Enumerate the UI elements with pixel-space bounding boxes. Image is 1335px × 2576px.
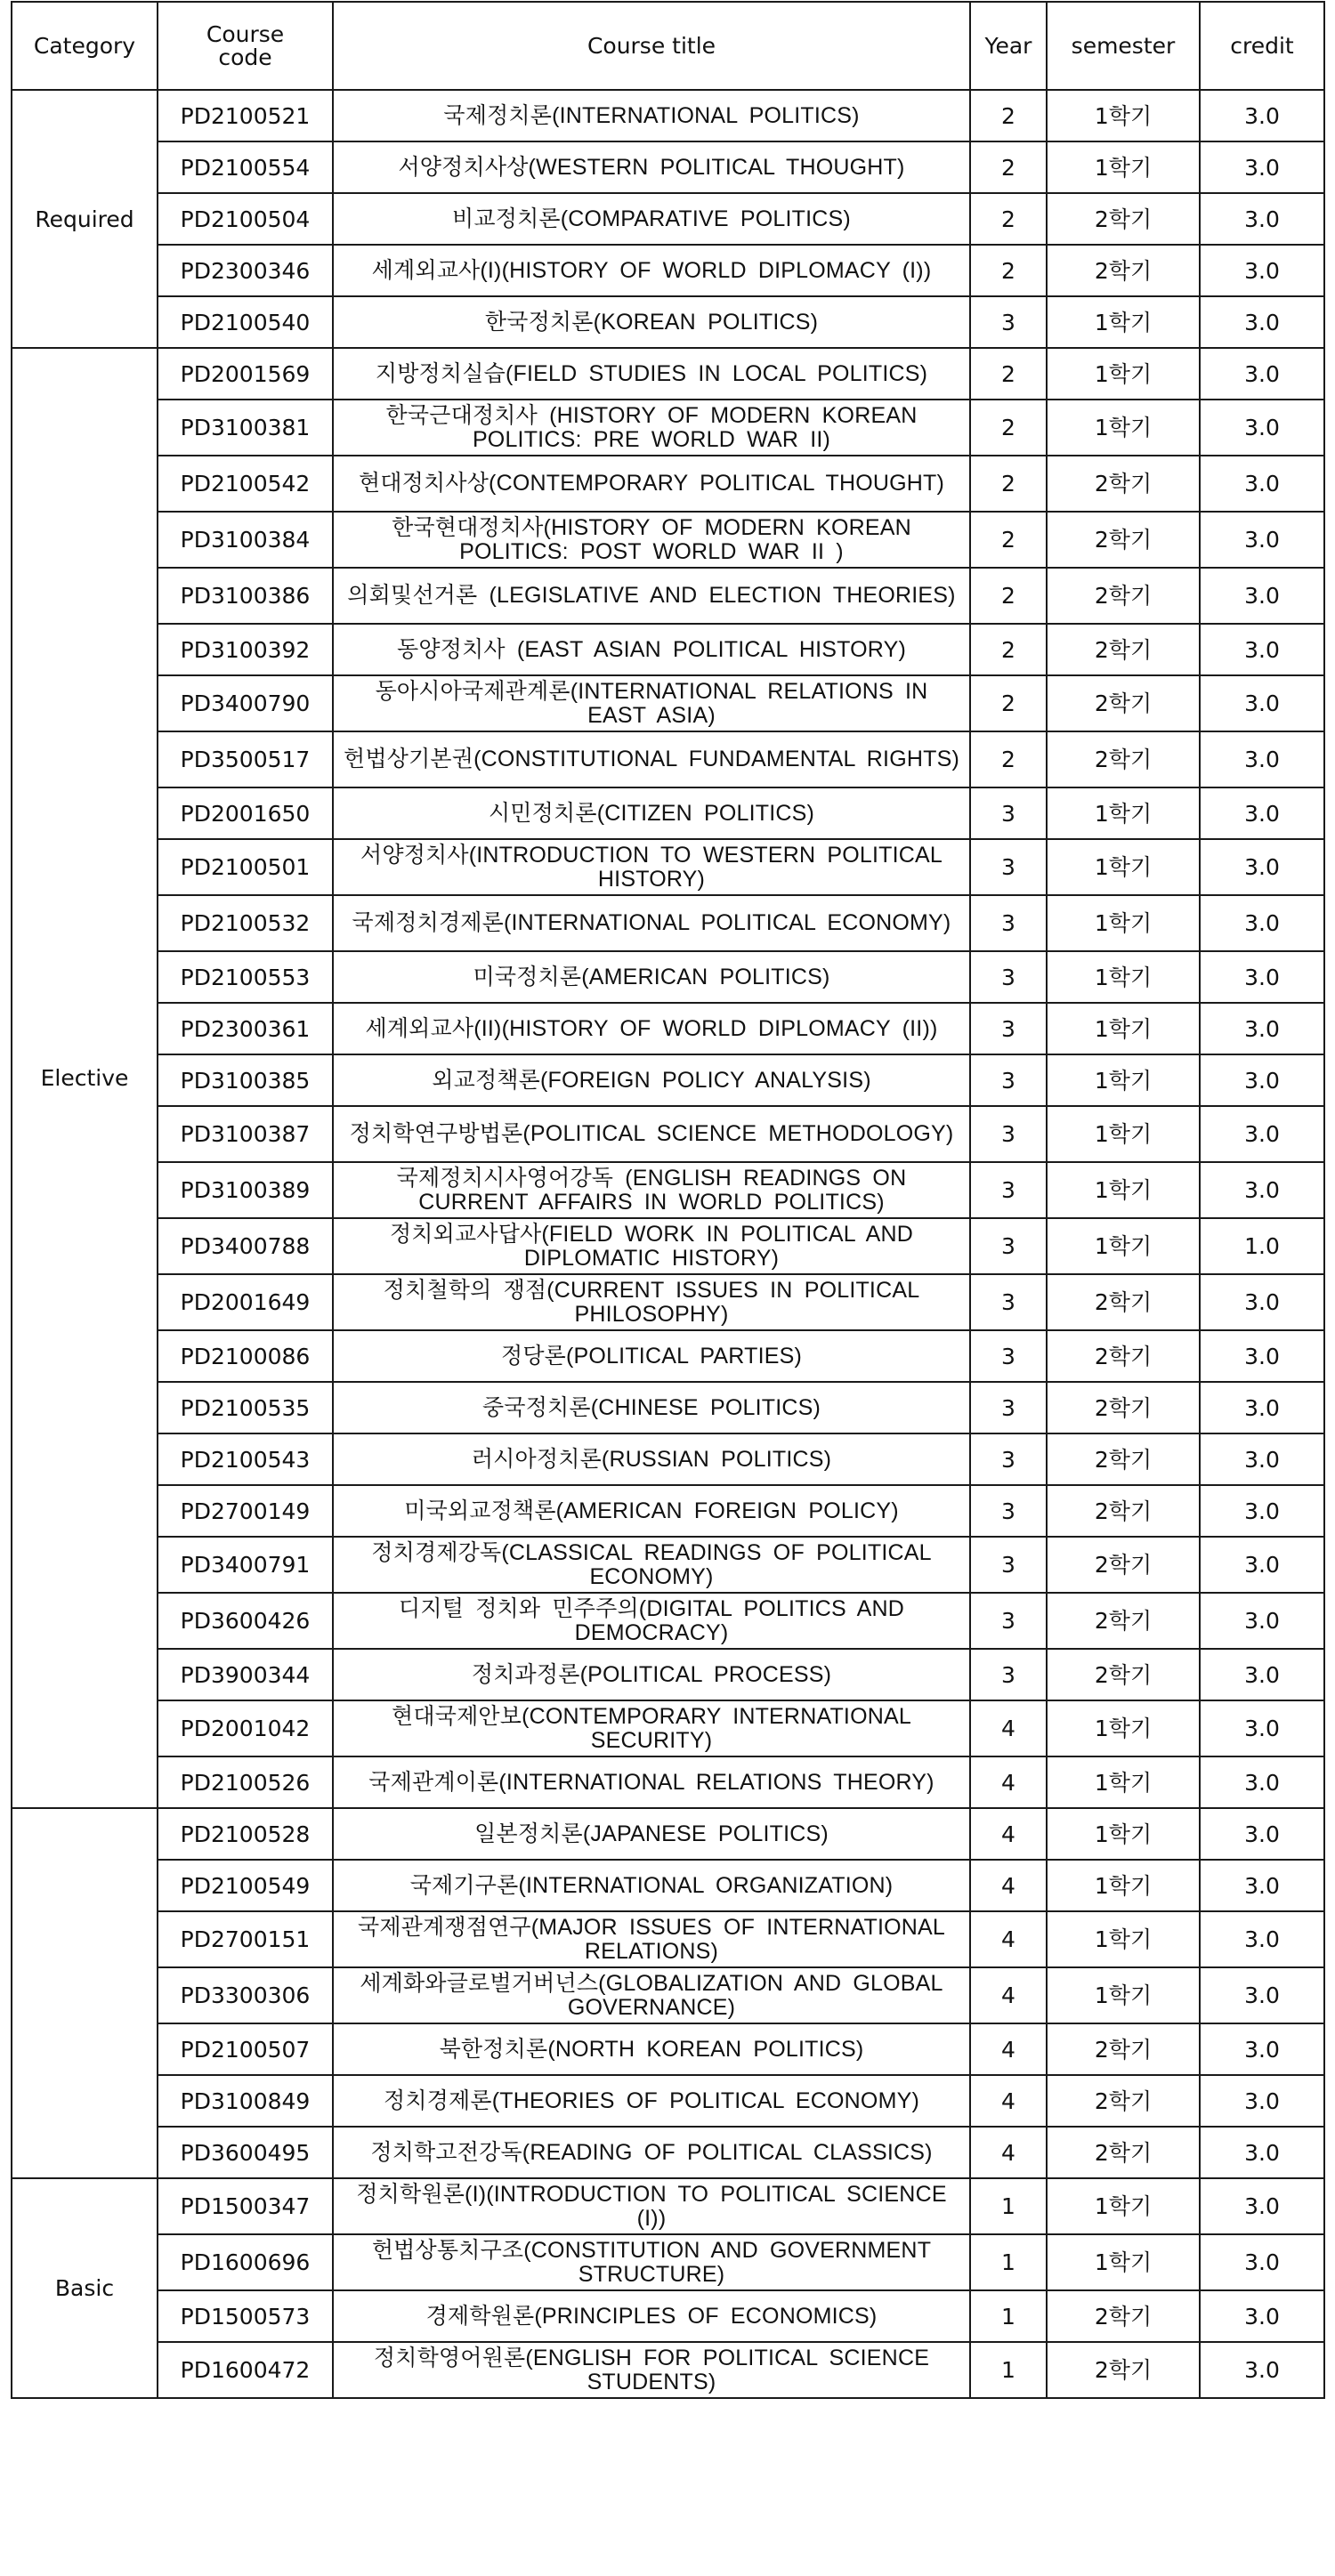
semester-cell: 1학기 [1047, 895, 1200, 951]
semester-cell: 1학기 [1047, 1756, 1200, 1808]
table-row [12, 1382, 1324, 1433]
course-title-cell: 세계외교사(I)(HISTORY OF WORLD DIPLOMACY (I)) [333, 245, 970, 296]
year-cell: 3 [970, 951, 1047, 1003]
year-cell: 3 [970, 1649, 1047, 1700]
year-cell: 2 [970, 141, 1047, 193]
course-title-cell: 지방정치실습(FIELD STUDIES IN LOCAL POLITICS) [333, 348, 970, 400]
course-title-cell: 경제학원론(PRINCIPLES OF ECONOMICS) [333, 2290, 970, 2342]
semester-cell: 1학기 [1047, 1700, 1200, 1756]
course-code-cell: PD2100542 [158, 456, 333, 512]
credit-cell: 3.0 [1200, 731, 1324, 787]
year-cell: 3 [970, 1593, 1047, 1649]
table-row [12, 1218, 1324, 1274]
table-row [12, 2342, 1324, 2398]
credit-cell: 3.0 [1200, 193, 1324, 245]
course-title-cell: 국제기구론(INTERNATIONAL ORGANIZATION) [333, 1860, 970, 1911]
year-cell: 1 [970, 2234, 1047, 2290]
year-cell: 3 [970, 1537, 1047, 1593]
credit-cell: 3.0 [1200, 1700, 1324, 1756]
credit-cell: 3.0 [1200, 2178, 1324, 2234]
course-code-cell: PD1600472 [158, 2342, 333, 2398]
course-title-cell: 정치경제강독(CLASSICAL READINGS OF POLITICAL ECONOMY) [333, 1537, 970, 1593]
course-title-cell: 비교정치론(COMPARATIVE POLITICS) [333, 193, 970, 245]
year-cell: 1 [970, 2178, 1047, 2234]
course-title-cell: 국제정치시사영어강독 (ENGLISH READINGS ON CURRENT AFFAIRS IN WORLD POLITICS) [333, 1162, 970, 1218]
credit-cell: 3.0 [1200, 895, 1324, 951]
table-row [12, 141, 1324, 193]
course-title-cell: 디지털 정치와 민주주의(DIGITAL POLITICS AND DEMOCRACY) [333, 1593, 970, 1649]
table-body [12, 90, 1324, 2398]
table-row [12, 2127, 1324, 2178]
course-title-cell: 정치외교사답사(FIELD WORK IN POLITICAL AND DIPLOMATIC HISTORY) [333, 1218, 970, 1274]
semester-cell: 1학기 [1047, 1911, 1200, 1967]
table-row [12, 1808, 1324, 1860]
table-row [12, 1106, 1324, 1162]
year-cell: 2 [970, 512, 1047, 568]
credit-cell: 3.0 [1200, 2075, 1324, 2127]
course-title-cell: 한국현대정치사(HISTORY OF MODERN KOREAN POLITICS: POST WORLD WAR II ) [333, 512, 970, 568]
semester-cell: 2학기 [1047, 1330, 1200, 1382]
year-cell: 3 [970, 839, 1047, 895]
credit-cell: 3.0 [1200, 400, 1324, 456]
year-cell: 3 [970, 1330, 1047, 1382]
table-row [12, 348, 1324, 400]
course-code-cell: PD2100549 [158, 1860, 333, 1911]
course-code-cell: PD3400788 [158, 1218, 333, 1274]
semester-cell: 2학기 [1047, 1537, 1200, 1593]
course-code-cell: PD3600426 [158, 1593, 333, 1649]
year-cell: 3 [970, 1218, 1047, 1274]
semester-cell: 2학기 [1047, 1274, 1200, 1330]
credit-cell: 3.0 [1200, 512, 1324, 568]
course-title-cell: 정치학고전강독(READING OF POLITICAL CLASSICS) [333, 2127, 970, 2178]
semester-cell: 1학기 [1047, 1162, 1200, 1218]
semester-cell: 2학기 [1047, 624, 1200, 675]
credit-cell: 3.0 [1200, 1967, 1324, 2023]
course-code-cell: PD3600495 [158, 2127, 333, 2178]
semester-cell: 2학기 [1047, 456, 1200, 512]
year-cell: 2 [970, 731, 1047, 787]
year-cell: 2 [970, 245, 1047, 296]
table-row [12, 2178, 1324, 2234]
course-code-cell: PD2100553 [158, 951, 333, 1003]
semester-cell: 1학기 [1047, 90, 1200, 141]
table-row [12, 90, 1324, 141]
credit-cell: 3.0 [1200, 1649, 1324, 1700]
course-title-cell: 외교정책론(FOREIGN POLICY ANALYSIS) [333, 1054, 970, 1106]
header-course-code-line1: Course [206, 20, 285, 47]
credit-cell: 3.0 [1200, 1274, 1324, 1330]
semester-cell: 1학기 [1047, 1808, 1200, 1860]
table-row [12, 1162, 1324, 1218]
course-code-cell: PD3400790 [158, 675, 333, 731]
year-cell: 2 [970, 90, 1047, 141]
semester-cell: 1학기 [1047, 1967, 1200, 2023]
table-row [12, 2234, 1324, 2290]
semester-cell: 1학기 [1047, 951, 1200, 1003]
course-code-cell: PD2100501 [158, 839, 333, 895]
semester-cell: 2학기 [1047, 1649, 1200, 1700]
semester-cell: 1학기 [1047, 1003, 1200, 1054]
course-code-cell: PD2100504 [158, 193, 333, 245]
course-title-cell: 정당론(POLITICAL PARTIES) [333, 1330, 970, 1382]
course-title-cell: 정치학연구방법론(POLITICAL SCIENCE METHODOLOGY) [333, 1106, 970, 1162]
credit-cell: 3.0 [1200, 245, 1324, 296]
credit-cell: 3.0 [1200, 1054, 1324, 1106]
table-row [12, 839, 1324, 895]
table-row [12, 1756, 1324, 1808]
course-title-cell: 북한정치론(NORTH KOREAN POLITICS) [333, 2023, 970, 2075]
course-code-cell: PD2100086 [158, 1330, 333, 1382]
year-cell: 3 [970, 787, 1047, 839]
table-header [12, 2, 1324, 90]
course-title-cell: 중국정치론(CHINESE POLITICS) [333, 1382, 970, 1433]
credit-cell: 3.0 [1200, 1911, 1324, 1967]
course-code-cell: PD2700151 [158, 1911, 333, 1967]
semester-cell: 1학기 [1047, 839, 1200, 895]
course-title-cell: 한국정치론(KOREAN POLITICS) [333, 296, 970, 348]
credit-cell: 3.0 [1200, 141, 1324, 193]
year-cell: 2 [970, 193, 1047, 245]
course-code-cell: PD3100849 [158, 2075, 333, 2127]
course-code-cell: PD2100543 [158, 1433, 333, 1485]
semester-cell: 1학기 [1047, 1054, 1200, 1106]
course-code-cell: PD2100507 [158, 2023, 333, 2075]
credit-cell: 3.0 [1200, 839, 1324, 895]
credit-cell: 3.0 [1200, 1382, 1324, 1433]
course-title-cell: 미국정치론(AMERICAN POLITICS) [333, 951, 970, 1003]
course-code-cell: PD3900344 [158, 1649, 333, 1700]
credit-cell: 3.0 [1200, 2023, 1324, 2075]
category-cell-elective: Elective [12, 348, 158, 1808]
course-title-cell: 일본정치론(JAPANESE POLITICS) [333, 1808, 970, 1860]
semester-cell: 1학기 [1047, 296, 1200, 348]
header-course-title: Course title [333, 2, 970, 90]
table-row [12, 2023, 1324, 2075]
table-row [12, 2075, 1324, 2127]
table-row [12, 1433, 1324, 1485]
credit-cell: 3.0 [1200, 1860, 1324, 1911]
course-code-cell: PD3100387 [158, 1106, 333, 1162]
semester-cell: 1학기 [1047, 141, 1200, 193]
credit-cell: 3.0 [1200, 1756, 1324, 1808]
year-cell: 4 [970, 1808, 1047, 1860]
course-title-cell: 정치경제론(THEORIES OF POLITICAL ECONOMY) [333, 2075, 970, 2127]
course-title-cell: 현대국제안보(CONTEMPORARY INTERNATIONAL SECURITY) [333, 1700, 970, 1756]
course-code-cell: PD2100554 [158, 141, 333, 193]
year-cell: 3 [970, 1003, 1047, 1054]
table-row [12, 1911, 1324, 1967]
course-title-cell: 의회및선거론 (LEGISLATIVE AND ELECTION THEORIES) [333, 568, 970, 624]
course-code-cell: PD3300306 [158, 1967, 333, 2023]
course-code-cell: PD3100386 [158, 568, 333, 624]
course-code-cell: PD3100384 [158, 512, 333, 568]
curriculum-table [11, 1, 1325, 2399]
year-cell: 3 [970, 1433, 1047, 1485]
semester-cell: 1학기 [1047, 2178, 1200, 2234]
table-row [12, 1537, 1324, 1593]
year-cell: 3 [970, 1162, 1047, 1218]
course-code-cell: PD2700149 [158, 1485, 333, 1537]
course-code-cell: PD2100528 [158, 1808, 333, 1860]
course-code-cell: PD2100540 [158, 296, 333, 348]
header-category: Category [12, 2, 158, 90]
credit-cell: 3.0 [1200, 1433, 1324, 1485]
semester-cell: 2학기 [1047, 2290, 1200, 2342]
credit-cell: 3.0 [1200, 568, 1324, 624]
credit-cell: 3.0 [1200, 1003, 1324, 1054]
table-row [12, 1054, 1324, 1106]
credit-cell: 3.0 [1200, 787, 1324, 839]
table-row [12, 1967, 1324, 2023]
year-cell: 2 [970, 624, 1047, 675]
credit-cell: 3.0 [1200, 1593, 1324, 1649]
course-title-cell: 서양정치사(INTRODUCTION TO WESTERN POLITICAL HISTORY) [333, 839, 970, 895]
year-cell: 3 [970, 1274, 1047, 1330]
course-code-cell: PD1500347 [158, 2178, 333, 2234]
credit-cell: 3.0 [1200, 1330, 1324, 1382]
semester-cell: 1학기 [1047, 1218, 1200, 1274]
year-cell: 4 [970, 2127, 1047, 2178]
semester-cell: 2학기 [1047, 1485, 1200, 1537]
table-row [12, 895, 1324, 951]
semester-cell: 2학기 [1047, 512, 1200, 568]
course-code-cell: PD2100521 [158, 90, 333, 141]
table-row [12, 296, 1324, 348]
table-row [12, 456, 1324, 512]
course-code-cell: PD2001650 [158, 787, 333, 839]
category-cell-basic: Basic [12, 2178, 158, 2398]
course-title-cell: 서양정치사상(WESTERN POLITICAL THOUGHT) [333, 141, 970, 193]
table-row [12, 675, 1324, 731]
table-row [12, 1860, 1324, 1911]
table-row [12, 1485, 1324, 1537]
course-title-cell: 정치학영어원론(ENGLISH FOR POLITICAL SCIENCE STUDENTS) [333, 2342, 970, 2398]
semester-cell: 1학기 [1047, 2234, 1200, 2290]
table-row [12, 1700, 1324, 1756]
semester-cell: 2학기 [1047, 675, 1200, 731]
credit-cell: 3.0 [1200, 951, 1324, 1003]
semester-cell: 1학기 [1047, 1860, 1200, 1911]
semester-cell: 1학기 [1047, 400, 1200, 456]
credit-cell: 3.0 [1200, 1808, 1324, 1860]
year-cell: 4 [970, 1911, 1047, 1967]
course-title-cell: 동양정치사 (EAST ASIAN POLITICAL HISTORY) [333, 624, 970, 675]
table-row [12, 1649, 1324, 1700]
course-title-cell: 미국외교정책론(AMERICAN FOREIGN POLICY) [333, 1485, 970, 1537]
course-code-cell: PD2001649 [158, 1274, 333, 1330]
year-cell: 1 [970, 2342, 1047, 2398]
course-code-cell: PD2100535 [158, 1382, 333, 1433]
course-code-cell: PD2001042 [158, 1700, 333, 1756]
course-title-cell: 국제관계쟁점연구(MAJOR ISSUES OF INTERNATIONAL RELATIONS) [333, 1911, 970, 1967]
semester-cell: 2학기 [1047, 1593, 1200, 1649]
year-cell: 2 [970, 456, 1047, 512]
course-code-cell: PD3100381 [158, 400, 333, 456]
header-course-code [158, 2, 333, 90]
table-row [12, 193, 1324, 245]
year-cell: 4 [970, 1700, 1047, 1756]
credit-cell: 3.0 [1200, 2234, 1324, 2290]
year-cell: 2 [970, 400, 1047, 456]
course-code-cell: PD2300346 [158, 245, 333, 296]
semester-cell: 2학기 [1047, 2127, 1200, 2178]
year-cell: 3 [970, 1106, 1047, 1162]
course-title-cell: 헌법상통치구조(CONSTITUTION AND GOVERNMENT STRUCTURE) [333, 2234, 970, 2290]
table-row [12, 787, 1324, 839]
table-row [12, 1593, 1324, 1649]
course-title-cell: 현대정치사상(CONTEMPORARY POLITICAL THOUGHT) [333, 456, 970, 512]
credit-cell: 3.0 [1200, 675, 1324, 731]
credit-cell: 3.0 [1200, 1485, 1324, 1537]
header-row [12, 2, 1324, 90]
credit-cell: 3.0 [1200, 2290, 1324, 2342]
course-title-cell: 국제정치경제론(INTERNATIONAL POLITICAL ECONOMY) [333, 895, 970, 951]
table-row [12, 512, 1324, 568]
semester-cell: 1학기 [1047, 787, 1200, 839]
semester-cell: 2학기 [1047, 1382, 1200, 1433]
year-cell: 2 [970, 568, 1047, 624]
course-code-cell: PD2300361 [158, 1003, 333, 1054]
credit-cell: 3.0 [1200, 1537, 1324, 1593]
semester-cell: 2학기 [1047, 193, 1200, 245]
semester-cell: 2학기 [1047, 568, 1200, 624]
course-title-cell: 러시아정치론(RUSSIAN POLITICS) [333, 1433, 970, 1485]
credit-cell: 3.0 [1200, 456, 1324, 512]
course-title-cell: 정치철학의 쟁점(CURRENT ISSUES IN POLITICAL PHILOSOPHY) [333, 1274, 970, 1330]
table-row [12, 1003, 1324, 1054]
credit-cell: 3.0 [1200, 1106, 1324, 1162]
course-title-cell: 동아시아국제관계론(INTERNATIONAL RELATIONS IN EAST ASIA) [333, 675, 970, 731]
year-cell: 4 [970, 1860, 1047, 1911]
credit-cell: 3.0 [1200, 1162, 1324, 1218]
credit-cell: 1.0 [1200, 1218, 1324, 1274]
course-code-cell: PD3100389 [158, 1162, 333, 1218]
course-code-cell: PD3100385 [158, 1054, 333, 1106]
course-title-cell: 국제정치론(INTERNATIONAL POLITICS) [333, 90, 970, 141]
semester-cell: 2학기 [1047, 245, 1200, 296]
semester-cell: 2학기 [1047, 2075, 1200, 2127]
year-cell: 4 [970, 1756, 1047, 1808]
category-cell-unlabeled [12, 1808, 158, 2178]
course-code-cell: PD3500517 [158, 731, 333, 787]
course-title-cell: 시민정치론(CITIZEN POLITICS) [333, 787, 970, 839]
table-row [12, 1274, 1324, 1330]
year-cell: 4 [970, 2075, 1047, 2127]
semester-cell: 1학기 [1047, 348, 1200, 400]
year-cell: 4 [970, 2023, 1047, 2075]
year-cell: 1 [970, 2290, 1047, 2342]
credit-cell: 3.0 [1200, 2342, 1324, 2398]
semester-cell: 2학기 [1047, 731, 1200, 787]
header-credit: credit [1200, 2, 1324, 90]
course-title-cell: 정치학원론(I)(INTRODUCTION TO POLITICAL SCIENCE (I)) [333, 2178, 970, 2234]
course-title-cell: 정치과정론(POLITICAL PROCESS) [333, 1649, 970, 1700]
credit-cell: 3.0 [1200, 90, 1324, 141]
category-cell-required: Required [12, 90, 158, 348]
course-code-cell: PD3400791 [158, 1537, 333, 1593]
course-title-cell: 세계외교사(II)(HISTORY OF WORLD DIPLOMACY (II)) [333, 1003, 970, 1054]
table-row [12, 624, 1324, 675]
header-year: Year [970, 2, 1047, 90]
semester-cell: 2학기 [1047, 2342, 1200, 2398]
course-code-cell: PD3100392 [158, 624, 333, 675]
credit-cell: 3.0 [1200, 2127, 1324, 2178]
year-cell: 3 [970, 1485, 1047, 1537]
course-title-cell: 세계화와글로벌거버넌스(GLOBALIZATION AND GLOBAL GOVERNANCE) [333, 1967, 970, 2023]
table-row [12, 951, 1324, 1003]
credit-cell: 3.0 [1200, 348, 1324, 400]
course-code-cell: PD2100532 [158, 895, 333, 951]
course-code-cell: PD1600696 [158, 2234, 333, 2290]
year-cell: 2 [970, 348, 1047, 400]
table-row [12, 245, 1324, 296]
table-row [12, 568, 1324, 624]
semester-cell: 2학기 [1047, 2023, 1200, 2075]
year-cell: 3 [970, 1054, 1047, 1106]
course-title-cell: 국제관계이론(INTERNATIONAL RELATIONS THEORY) [333, 1756, 970, 1808]
semester-cell: 2학기 [1047, 1433, 1200, 1485]
course-title-cell: 한국근대정치사 (HISTORY OF MODERN KOREAN POLITICS: PRE WORLD WAR II) [333, 400, 970, 456]
table-row [12, 731, 1324, 787]
course-code-cell: PD2100526 [158, 1756, 333, 1808]
year-cell: 4 [970, 1967, 1047, 2023]
table-row [12, 400, 1324, 456]
year-cell: 2 [970, 675, 1047, 731]
year-cell: 3 [970, 895, 1047, 951]
semester-cell: 1학기 [1047, 1106, 1200, 1162]
course-title-cell: 헌법상기본권(CONSTITUTIONAL FUNDAMENTAL RIGHTS) [333, 731, 970, 787]
course-code-cell: PD2001569 [158, 348, 333, 400]
table-row [12, 1330, 1324, 1382]
header-course-code-line2: code [218, 44, 272, 70]
credit-cell: 3.0 [1200, 296, 1324, 348]
curriculum-table-container [11, 1, 1325, 2399]
table-row [12, 2290, 1324, 2342]
credit-cell: 3.0 [1200, 624, 1324, 675]
course-code-cell: PD1500573 [158, 2290, 333, 2342]
header-semester: semester [1047, 2, 1200, 90]
year-cell: 3 [970, 1382, 1047, 1433]
year-cell: 3 [970, 296, 1047, 348]
